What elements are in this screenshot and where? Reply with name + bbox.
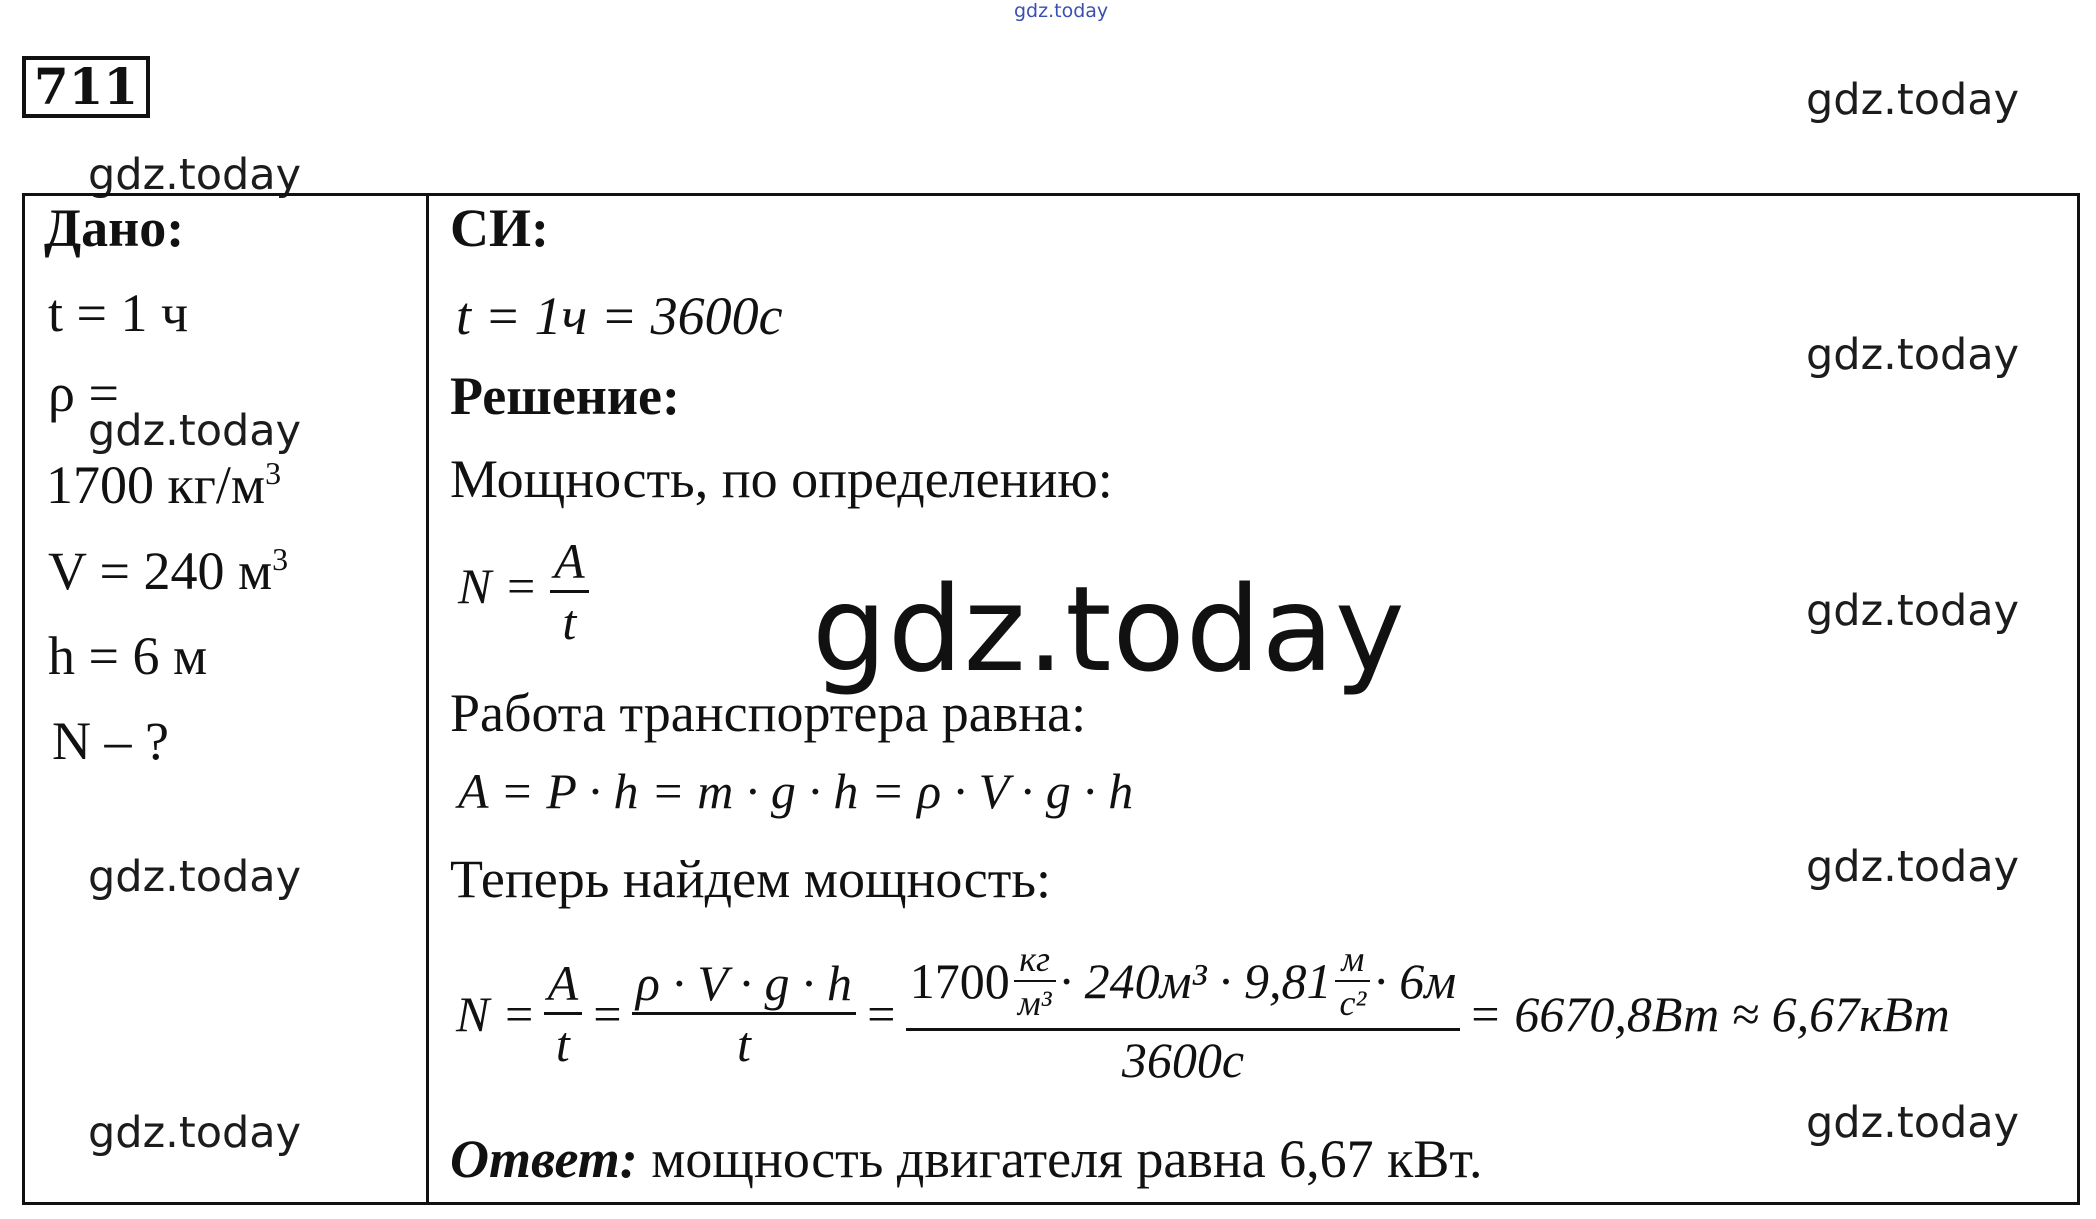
watermark: gdz.today: [88, 406, 302, 456]
answer: [450, 1128, 1482, 1190]
given-density-symbol: ρ =: [48, 363, 119, 423]
column-divider: [426, 193, 429, 1205]
given-find: N – ?: [52, 711, 169, 771]
watermark: gdz.today: [88, 1108, 302, 1158]
given-height: h = 6 м: [48, 626, 208, 686]
given-density-value: 1700 $кг/м^3$: [46, 455, 282, 515]
watermark: gdz.today: [1806, 1098, 2020, 1148]
given-time: t = 1 ч: [48, 283, 189, 343]
watermark: gdz.today: [1806, 842, 2020, 892]
watermark: gdz.today: [1806, 330, 2020, 380]
given-header: Дано:: [44, 198, 185, 258]
solution-line-power: Теперь найдем мощность:: [450, 849, 1051, 909]
answer-label: Ответ:: [450, 1129, 638, 1189]
solution-line-work: Работа транспортера равна:: [450, 683, 1087, 743]
answer-text: мощность двигателя равна 6,67 кВт.: [637, 1129, 1483, 1189]
watermark: gdz.today: [88, 852, 302, 902]
si-header: СИ:: [450, 198, 549, 258]
watermark-top: gdz.today: [1014, 0, 1109, 22]
watermark: gdz.today: [1806, 586, 2020, 636]
si-time-conversion: t = 1ч = 3600с: [456, 286, 783, 346]
problem-number: 711: [22, 56, 150, 118]
formula-power-calculation: N = $\frac{A}{t}$ = $\frac{\rho \cdot V \cdot g \cdot h}{t}$ = 1700 $\frac{кг}{\text{м³}}$ · 240м³ · 9,81 $\frac{м}{\text{с²}}$ · 6м 3600с = 6670,8Вт ≈ 6,67кВт: [456, 939, 1950, 1088]
solution-line-definition: Мощность, по определению:: [450, 449, 1113, 509]
formula-work: A = P · h = m · g · h = ρ · V · g · h: [458, 763, 1134, 819]
watermark: gdz.today: [88, 150, 302, 200]
given-volume: V = 240 $м^3$: [48, 541, 289, 601]
watermark: gdz.today: [1806, 75, 2020, 125]
solution-header: Решение:: [450, 366, 680, 426]
formula-power-definition: N = $\frac{A}{t}$: [458, 532, 589, 651]
watermark-large: gdz.today: [812, 560, 1406, 698]
